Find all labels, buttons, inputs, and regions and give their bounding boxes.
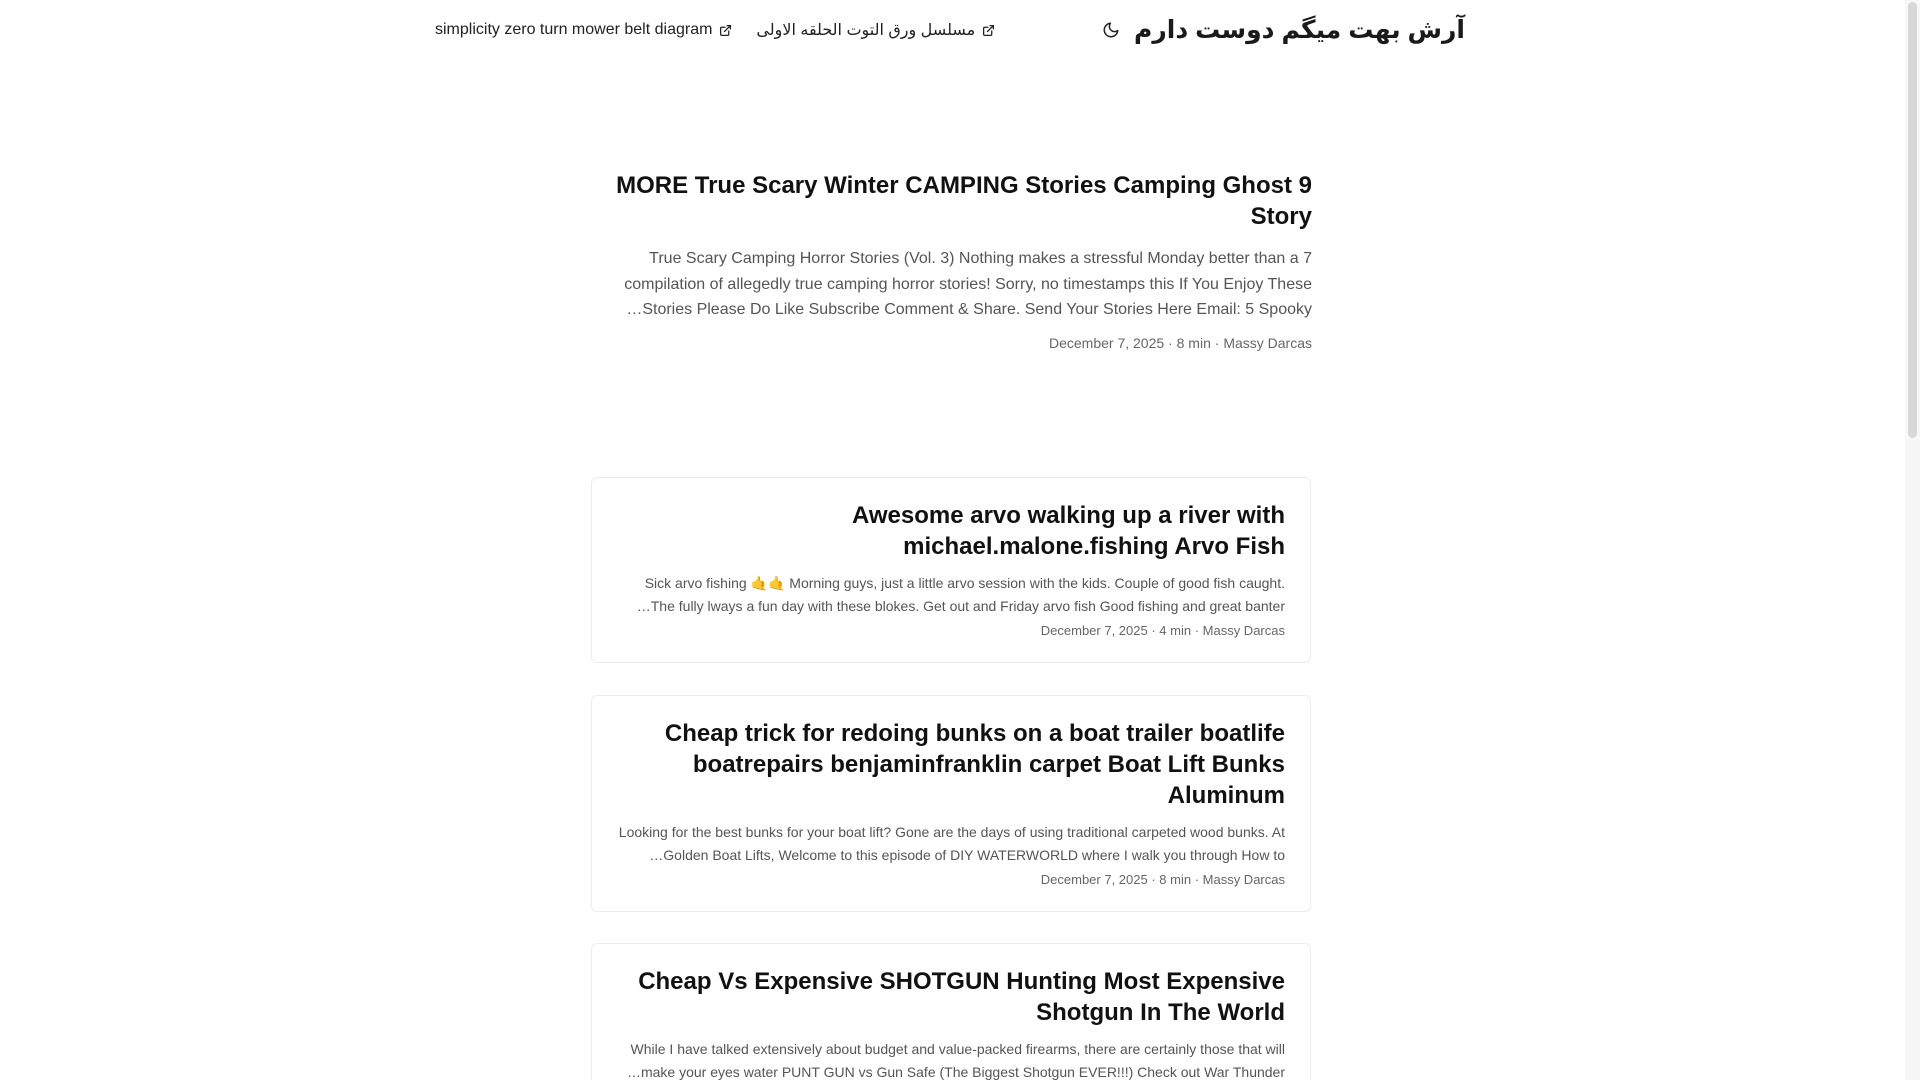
post-author: Massy Darcas: [1223, 334, 1312, 351]
site-header: [435, 0, 1465, 60]
header-nav: [435, 20, 995, 40]
nav-link-2[interactable]: [435, 21, 732, 39]
meta-separator: ·: [1191, 623, 1203, 638]
meta-separator: ·: [1210, 334, 1224, 351]
site-title[interactable]: آرش بهت میگم دوست دارم: [1134, 16, 1465, 44]
post-read-time: 8 min: [1176, 334, 1211, 351]
post-title[interactable]: Awesome arvo walking up a river with michael.malone.fishing Arvo Fish: [851, 502, 1285, 560]
post-date: December 7, 2025: [1048, 334, 1165, 351]
post-meta: [617, 623, 1285, 638]
post-author: Massy Darcas: [1202, 872, 1285, 887]
post-date: December 7, 2025: [1040, 623, 1148, 638]
nav-link-1[interactable]: [756, 20, 995, 40]
post-card[interactable]: [591, 477, 1311, 663]
post-meta: [617, 872, 1285, 887]
featured-post-title[interactable]: 9 MORE True Scary Winter CAMPING Stories Camping Ghost Story: [616, 172, 1312, 230]
moon-icon[interactable]: [1100, 19, 1122, 41]
page-scrollbar[interactable]: [1905, 0, 1920, 1080]
post-excerpt: Looking for the best bunks for your boat lift? Gone are the days of using traditional carpeted wood bunks. At Golden Boat Lifts, Welcome to this episode of DIY WATERWORLD where I walk you through How to…: [618, 824, 1285, 863]
meta-separator: ·: [1147, 623, 1160, 638]
meta-separator: ·: [1147, 872, 1160, 887]
post-excerpt: While I have talked extensively about budget and value-packed firearms, there are certainly those that will make your eyes water PUNT GUN vs Gun Safe (The Biggest Shotgun EVER!!!) Check out War Thunder…: [626, 1041, 1285, 1080]
post-read-time: 4 min: [1159, 623, 1192, 638]
external-link-icon: [982, 24, 995, 37]
post-title[interactable]: Cheap Vs Expensive SHOTGUN Hunting Most Expensive Shotgun In The World: [638, 968, 1285, 1026]
meta-separator: ·: [1164, 334, 1177, 351]
meta-separator: ·: [1191, 872, 1203, 887]
post-card[interactable]: [591, 943, 1311, 1080]
post-read-time: 8 min: [1159, 872, 1192, 887]
post-title[interactable]: Cheap trick for redoing bunks on a boat trailer boatlife boatrepairs benjaminfranklin carpet Boat Lift Bunks Aluminum: [664, 720, 1285, 809]
post-author: Massy Darcas: [1202, 623, 1285, 638]
nav-link-label: مسلسل ورق التوت الحلقه الاولى: [756, 22, 976, 39]
post-card[interactable]: [591, 695, 1311, 912]
external-link-icon: [719, 24, 732, 37]
nav-link-label: simplicity zero turn mower belt diagram: [435, 21, 713, 38]
featured-post[interactable]: [600, 170, 1312, 351]
featured-post-excerpt: 7 True Scary Camping Horror Stories (Vol. 3) Nothing makes a stressful Monday better than a compilation of allegedly true camping horror stories! Sorry, no timestamps this If You Enjoy These Stories Please Do Like Subscribe Comment & Share. Send Your Stories Here Email: 5 Spooky…: [624, 250, 1312, 318]
post-meta: [600, 335, 1312, 351]
scrollbar-thumb[interactable]: [1908, 2, 1917, 438]
post-excerpt: Sick arvo fishing 🤙🤙 Morning guys, just a little arvo session with the kids. Couple of good fish caught. The fully lways a fun day with these blokes. Get out and Friday arvo fish Good fishing and great banter…: [636, 575, 1285, 614]
post-date: December 7, 2025: [1040, 872, 1148, 887]
